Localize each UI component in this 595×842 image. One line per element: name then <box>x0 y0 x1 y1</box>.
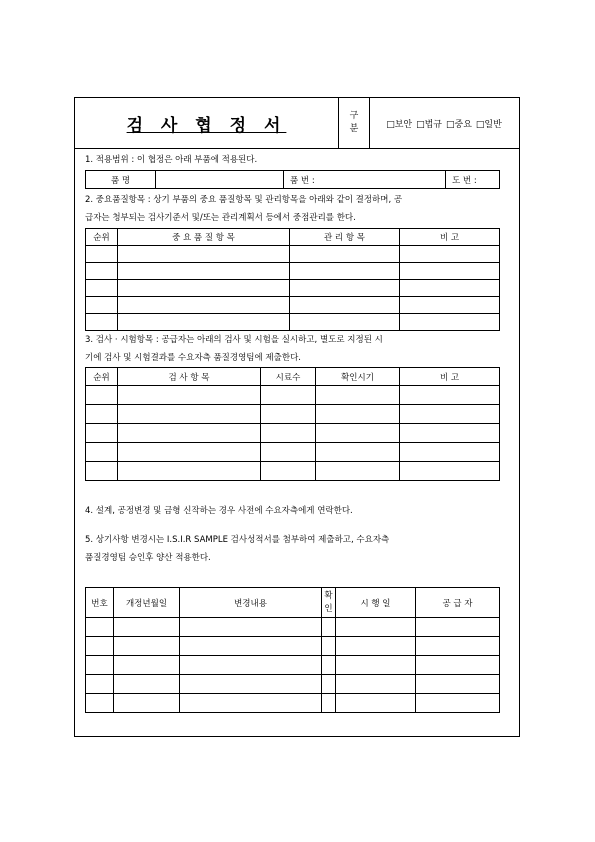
inspection-items-table <box>85 367 500 481</box>
inspection-col-timing: 확인시기 <box>316 368 400 386</box>
quality-items-table <box>85 228 500 331</box>
drawing-no-label: 도 번 : <box>446 171 500 189</box>
table-row <box>86 424 500 443</box>
option-regulation-checkbox[interactable]: □법규 <box>416 119 442 130</box>
revision-col-supplier: 공 급 자 <box>416 588 500 618</box>
table-row <box>86 656 500 675</box>
section5-line1: 5. 상기사항 변경시는 I.S.I.R SAMPLE 검사성적서를 첨부하여 제출하고, 수요자측 <box>85 535 390 545</box>
revision-col-date: 개정년월일 <box>114 588 180 618</box>
section5-line2: 품질경영팀 승인후 양산 적용한다. <box>85 553 211 563</box>
table-row <box>86 297 500 314</box>
table-row <box>86 694 500 713</box>
section2-line1: 2. 중요품질항목 : 상기 부품의 중요 품질항목 및 관리항목을 아래와 같이 결정하며, 공 <box>85 195 403 205</box>
part-name-field[interactable] <box>156 171 284 189</box>
part-info-table <box>85 170 500 189</box>
table-row <box>86 675 500 694</box>
form-title-text: 검 사 협 정 서 <box>126 115 287 136</box>
section3-line2: 기에 검사 및 시험결과를 수요자측 품질경영팀에 제출한다. <box>85 353 301 363</box>
option-important-checkbox[interactable]: □중요 <box>446 119 472 130</box>
quality-col-item: 중 요 품 질 항 목 <box>118 229 290 246</box>
form-title <box>75 98 338 148</box>
table-row <box>86 246 500 263</box>
part-no-field[interactable] <box>366 171 446 189</box>
quality-col-rank: 순위 <box>86 229 118 246</box>
revision-col-confirm <box>322 588 336 618</box>
table-row <box>86 386 500 405</box>
option-security-checkbox[interactable]: □보안 <box>386 119 413 130</box>
quality-col-remarks: 비 고 <box>400 229 500 246</box>
part-no-label: 품 번 : <box>284 171 366 189</box>
inspection-col-rank: 순위 <box>86 368 118 386</box>
section2-line2: 급자는 청부되는 검사기준서 및/또는 관리계획서 등에서 중점관리를 한다. <box>85 213 356 223</box>
revision-col-content: 변경내용 <box>180 588 322 618</box>
inspection-col-item: 검 사 항 목 <box>118 368 261 386</box>
section4-text: 4. 설계, 공정변경 및 금형 신작하는 경우 사전에 수요자측에게 연락한다. <box>85 506 353 516</box>
inspection-col-remarks: 비 고 <box>400 368 500 386</box>
classification-label <box>338 98 370 148</box>
section2-text <box>85 191 513 227</box>
section1-text: 1. 적용범위 : 이 협정은 아래 부품에 적용된다. <box>85 155 258 165</box>
section3-text <box>85 331 513 367</box>
table-row <box>86 280 500 297</box>
inspection-agreement-form <box>74 97 520 737</box>
revision-col-confirm-text: 확인 <box>324 590 333 614</box>
revision-col-no: 번호 <box>86 588 114 618</box>
option-general-checkbox[interactable]: □일반 <box>475 119 502 130</box>
section5-text <box>85 531 513 567</box>
classification-options <box>369 98 519 148</box>
revision-history-table <box>85 587 500 713</box>
classification-label-text: 구 분 <box>349 111 359 134</box>
table-row <box>86 443 500 462</box>
part-name-label: 품 명 <box>86 171 156 189</box>
section3-line1: 3. 검사 · 시험항목 : 공급자는 아래의 검사 및 시험을 실시하고, 별도로 지정된 시 <box>85 335 383 345</box>
quality-col-control: 관 리 항 목 <box>290 229 400 246</box>
inspection-col-samples: 시료수 <box>261 368 316 386</box>
revision-col-effective: 시 행 일 <box>336 588 416 618</box>
table-row <box>86 405 500 424</box>
table-row <box>86 462 500 481</box>
title-row <box>75 98 519 149</box>
table-row <box>86 314 500 331</box>
table-row <box>86 637 500 656</box>
table-row <box>86 618 500 637</box>
table-row <box>86 263 500 280</box>
